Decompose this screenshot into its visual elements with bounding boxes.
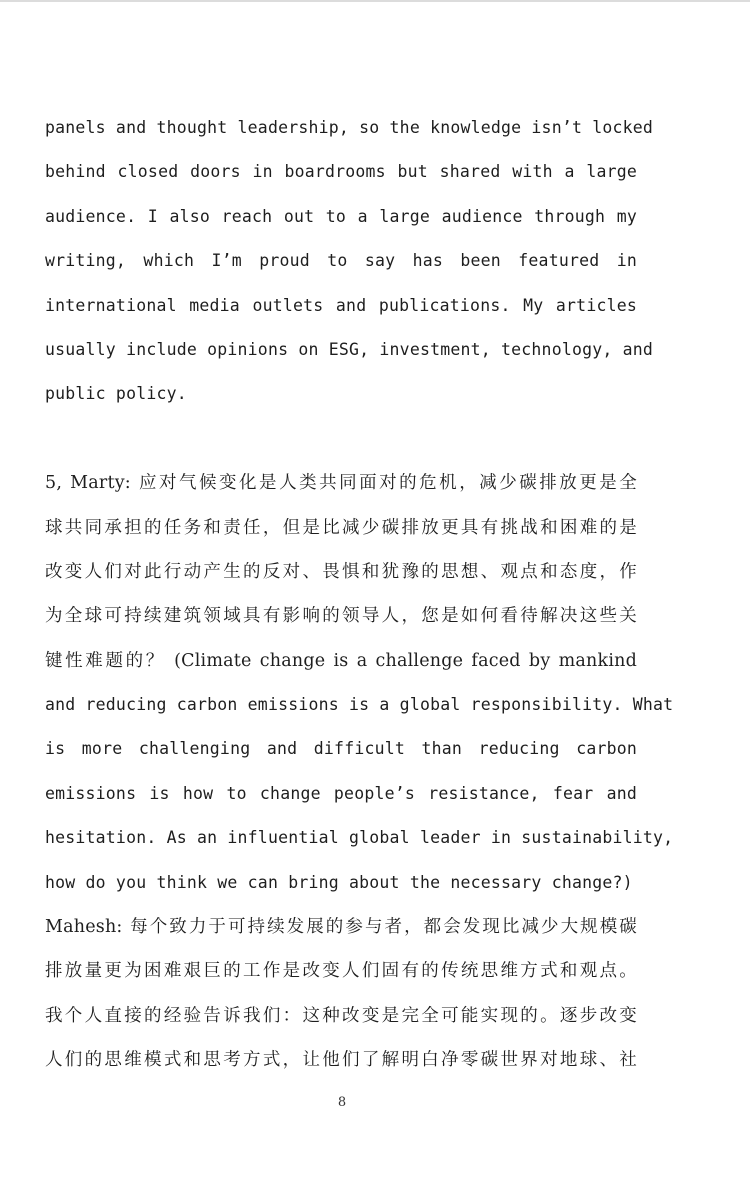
text-line: 为全球可持续建筑领域具有影响的领导人，您是如何看待解决这些关 xyxy=(45,606,637,627)
question-5-marty xyxy=(45,461,674,905)
text-line: international media outlets and publications. My articles xyxy=(45,295,637,315)
text-line: usually include opinions on ESG, investment, technology, and xyxy=(45,339,654,359)
text-line: 改变人们对此行动产生的反对、畏惧和犹豫的思想、观点和态度，作 xyxy=(45,561,637,582)
text-line: 球共同承担的任务和责任，但是比减少碳排放更具有挑战和困难的是 xyxy=(45,517,637,538)
text-line: hesitation. As an influential global leader in sustainability, xyxy=(45,828,674,848)
text-line: 人们的思维模式和思考方式，让他们了解明白净零碳世界对地球、社 xyxy=(45,1050,637,1071)
text-line: audience. I also reach out to a large audience through my xyxy=(45,206,637,226)
text-line: behind closed doors in boardrooms but shared with a large xyxy=(45,162,637,182)
text-line: writing, which I’m proud to say has been featured in xyxy=(45,251,637,271)
text-line: 排放量更为困难艰巨的工作是改变人们固有的传统思维方式和观点。 xyxy=(45,961,637,982)
text-line: emissions is how to change people’s resistance, fear and xyxy=(45,783,637,803)
text-line: is more challenging and difficult than reducing carbon xyxy=(45,739,637,759)
top-border xyxy=(0,0,750,2)
page-number: 8 xyxy=(337,1095,347,1110)
paragraph-thought-leadership xyxy=(45,106,654,417)
paragraph-gap xyxy=(45,417,637,461)
text-line: 5, Marty: 应对气候变化是人类共同面对的危机，减少碳排放更是全 xyxy=(45,473,637,494)
answer-mahesh xyxy=(45,905,637,1083)
text-line: panels and thought leadership, so the knowledge isn’t locked xyxy=(45,118,654,137)
text-line: 键性难题的？ (Climate change is a challenge faced by mankind xyxy=(45,650,637,671)
text-line: 我个人直接的经验告诉我们：这种改变是完全可能实现的。逐步改变 xyxy=(45,1005,637,1026)
text-line: how do you think we can bring about the necessary change?) xyxy=(45,872,633,892)
text-line: Mahesh: 每个致力于可持续发展的参与者，都会发现比减少大规模碳 xyxy=(45,917,637,938)
document-page xyxy=(45,106,674,1083)
text-line: and reducing carbon emissions is a global responsibility. What xyxy=(45,695,674,715)
text-line: public policy. xyxy=(45,384,187,404)
